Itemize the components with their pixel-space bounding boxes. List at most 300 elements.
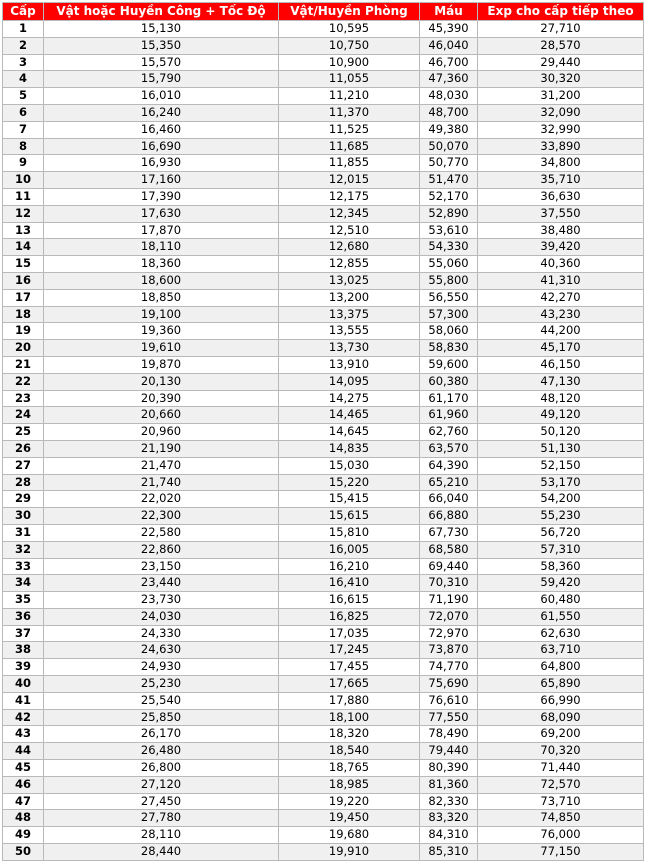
hp-cell: 47,360 [420,71,478,88]
hp-cell: 55,800 [420,272,478,289]
level-cell: 2 [3,37,44,54]
exp-next-cell: 43,230 [478,306,644,323]
defense-cell: 13,025 [279,272,420,289]
defense-cell: 16,825 [279,608,420,625]
level-cell: 33 [3,558,44,575]
exp-next-cell: 39,420 [478,239,644,256]
level-cell: 35 [3,592,44,609]
header-attack-speed: Vật hoặc Huyền Công + Tốc Độ [44,3,279,21]
exp-next-cell: 66,990 [478,692,644,709]
defense-cell: 15,220 [279,474,420,491]
level-stats-table [2,2,644,861]
table-row [3,642,644,659]
defense-cell: 18,540 [279,743,420,760]
exp-next-cell: 69,200 [478,726,644,743]
defense-cell: 13,730 [279,340,420,357]
defense-cell: 18,985 [279,776,420,793]
table-row [3,592,644,609]
attack-speed-cell: 17,870 [44,222,279,239]
level-cell: 16 [3,272,44,289]
table-row [3,222,644,239]
level-cell: 37 [3,625,44,642]
header-defense: Vật/Huyền Phòng [279,3,420,21]
table-row [3,239,644,256]
table-row [3,21,644,38]
exp-next-cell: 45,170 [478,340,644,357]
exp-next-cell: 58,360 [478,558,644,575]
table-row [3,188,644,205]
defense-cell: 14,645 [279,424,420,441]
hp-cell: 52,170 [420,188,478,205]
exp-next-cell: 55,230 [478,508,644,525]
table-row [3,776,644,793]
hp-cell: 45,390 [420,21,478,38]
level-cell: 6 [3,104,44,121]
hp-cell: 75,690 [420,676,478,693]
hp-cell: 53,610 [420,222,478,239]
table-row [3,172,644,189]
defense-cell: 18,765 [279,760,420,777]
level-cell: 5 [3,88,44,105]
table-row [3,256,644,273]
exp-next-cell: 63,710 [478,642,644,659]
attack-speed-cell: 18,600 [44,272,279,289]
table-row [3,692,644,709]
defense-cell: 16,615 [279,592,420,609]
level-cell: 43 [3,726,44,743]
table-row [3,726,644,743]
attack-speed-cell: 16,010 [44,88,279,105]
level-cell: 44 [3,743,44,760]
attack-speed-cell: 23,150 [44,558,279,575]
hp-cell: 69,440 [420,558,478,575]
defense-cell: 11,855 [279,155,420,172]
exp-next-cell: 41,310 [478,272,644,289]
hp-cell: 72,970 [420,625,478,642]
hp-cell: 64,390 [420,457,478,474]
level-cell: 25 [3,424,44,441]
hp-cell: 51,470 [420,172,478,189]
hp-cell: 58,830 [420,340,478,357]
defense-cell: 16,210 [279,558,420,575]
table-row [3,121,644,138]
attack-speed-cell: 24,330 [44,625,279,642]
hp-cell: 61,170 [420,390,478,407]
level-cell: 32 [3,541,44,558]
header-level: Cấp [3,3,44,21]
defense-cell: 14,275 [279,390,420,407]
defense-cell: 15,030 [279,457,420,474]
exp-next-cell: 48,120 [478,390,644,407]
defense-cell: 18,100 [279,709,420,726]
attack-speed-cell: 19,100 [44,306,279,323]
defense-cell: 17,880 [279,692,420,709]
hp-cell: 61,960 [420,407,478,424]
table-row [3,323,644,340]
defense-cell: 13,200 [279,289,420,306]
level-cell: 22 [3,373,44,390]
hp-cell: 70,310 [420,575,478,592]
hp-cell: 65,210 [420,474,478,491]
defense-cell: 19,220 [279,793,420,810]
hp-cell: 81,360 [420,776,478,793]
table-row [3,440,644,457]
hp-cell: 67,730 [420,524,478,541]
attack-speed-cell: 17,160 [44,172,279,189]
defense-cell: 19,910 [279,844,420,861]
attack-speed-cell: 16,240 [44,104,279,121]
table-row [3,558,644,575]
level-cell: 24 [3,407,44,424]
exp-next-cell: 68,090 [478,709,644,726]
table-row [3,390,644,407]
table-row [3,205,644,222]
header-hp: Máu [420,3,478,21]
defense-cell: 13,910 [279,356,420,373]
level-cell: 28 [3,474,44,491]
table-row [3,844,644,861]
defense-cell: 14,465 [279,407,420,424]
exp-next-cell: 74,850 [478,810,644,827]
table-row [3,524,644,541]
defense-cell: 17,665 [279,676,420,693]
attack-speed-cell: 26,480 [44,743,279,760]
defense-cell: 11,685 [279,138,420,155]
level-cell: 31 [3,524,44,541]
exp-next-cell: 44,200 [478,323,644,340]
exp-next-cell: 65,890 [478,676,644,693]
hp-cell: 71,190 [420,592,478,609]
attack-speed-cell: 21,190 [44,440,279,457]
attack-speed-cell: 21,470 [44,457,279,474]
defense-cell: 12,345 [279,205,420,222]
attack-speed-cell: 16,690 [44,138,279,155]
table-row [3,659,644,676]
level-cell: 12 [3,205,44,222]
level-cell: 48 [3,810,44,827]
attack-speed-cell: 23,730 [44,592,279,609]
attack-speed-cell: 24,030 [44,608,279,625]
exp-next-cell: 32,090 [478,104,644,121]
exp-next-cell: 56,720 [478,524,644,541]
hp-cell: 56,550 [420,289,478,306]
level-cell: 45 [3,760,44,777]
defense-cell: 15,415 [279,491,420,508]
attack-speed-cell: 26,170 [44,726,279,743]
table-row [3,356,644,373]
attack-speed-cell: 27,120 [44,776,279,793]
level-cell: 9 [3,155,44,172]
table-row [3,491,644,508]
exp-next-cell: 46,150 [478,356,644,373]
exp-next-cell: 53,170 [478,474,644,491]
exp-next-cell: 42,270 [478,289,644,306]
attack-speed-cell: 23,440 [44,575,279,592]
exp-next-cell: 36,630 [478,188,644,205]
table-row [3,155,644,172]
level-cell: 7 [3,121,44,138]
exp-next-cell: 52,150 [478,457,644,474]
exp-next-cell: 57,310 [478,541,644,558]
attack-speed-cell: 24,930 [44,659,279,676]
level-cell: 14 [3,239,44,256]
defense-cell: 12,175 [279,188,420,205]
level-cell: 17 [3,289,44,306]
hp-cell: 74,770 [420,659,478,676]
hp-cell: 49,380 [420,121,478,138]
attack-speed-cell: 28,110 [44,827,279,844]
hp-cell: 66,880 [420,508,478,525]
defense-cell: 12,680 [279,239,420,256]
level-cell: 46 [3,776,44,793]
hp-cell: 50,070 [420,138,478,155]
attack-speed-cell: 22,020 [44,491,279,508]
defense-cell: 11,055 [279,71,420,88]
table-row [3,508,644,525]
attack-speed-cell: 16,460 [44,121,279,138]
table-row [3,760,644,777]
attack-speed-cell: 19,360 [44,323,279,340]
attack-speed-cell: 24,630 [44,642,279,659]
level-cell: 26 [3,440,44,457]
hp-cell: 62,760 [420,424,478,441]
defense-cell: 17,455 [279,659,420,676]
level-cell: 23 [3,390,44,407]
level-cell: 30 [3,508,44,525]
exp-next-cell: 50,120 [478,424,644,441]
attack-speed-cell: 26,800 [44,760,279,777]
defense-cell: 16,005 [279,541,420,558]
attack-speed-cell: 19,870 [44,356,279,373]
level-cell: 15 [3,256,44,273]
table-row [3,541,644,558]
level-cell: 11 [3,188,44,205]
hp-cell: 50,770 [420,155,478,172]
level-cell: 40 [3,676,44,693]
attack-speed-cell: 17,630 [44,205,279,222]
hp-cell: 57,300 [420,306,478,323]
table-row [3,104,644,121]
defense-cell: 17,035 [279,625,420,642]
attack-speed-cell: 21,740 [44,474,279,491]
hp-cell: 59,600 [420,356,478,373]
attack-speed-cell: 18,850 [44,289,279,306]
attack-speed-cell: 22,580 [44,524,279,541]
table-row [3,709,644,726]
level-cell: 10 [3,172,44,189]
defense-cell: 17,245 [279,642,420,659]
table-row [3,793,644,810]
attack-speed-cell: 15,790 [44,71,279,88]
hp-cell: 48,030 [420,88,478,105]
defense-cell: 12,510 [279,222,420,239]
exp-next-cell: 59,420 [478,575,644,592]
defense-cell: 11,210 [279,88,420,105]
level-cell: 21 [3,356,44,373]
hp-cell: 85,310 [420,844,478,861]
hp-cell: 46,700 [420,54,478,71]
attack-speed-cell: 19,610 [44,340,279,357]
table-row [3,138,644,155]
defense-cell: 15,615 [279,508,420,525]
exp-next-cell: 60,480 [478,592,644,609]
hp-cell: 48,700 [420,104,478,121]
attack-speed-cell: 27,780 [44,810,279,827]
table-row [3,373,644,390]
table-row [3,608,644,625]
attack-speed-cell: 18,110 [44,239,279,256]
table-row [3,457,644,474]
defense-cell: 11,525 [279,121,420,138]
level-cell: 13 [3,222,44,239]
hp-cell: 80,390 [420,760,478,777]
table-header-row [3,3,644,21]
level-cell: 1 [3,21,44,38]
table-row [3,289,644,306]
hp-cell: 79,440 [420,743,478,760]
attack-speed-cell: 25,850 [44,709,279,726]
exp-next-cell: 28,570 [478,37,644,54]
defense-cell: 10,750 [279,37,420,54]
hp-cell: 55,060 [420,256,478,273]
table-row [3,474,644,491]
defense-cell: 19,450 [279,810,420,827]
exp-next-cell: 76,000 [478,827,644,844]
table-row [3,827,644,844]
hp-cell: 78,490 [420,726,478,743]
attack-speed-cell: 25,540 [44,692,279,709]
defense-cell: 12,015 [279,172,420,189]
level-cell: 18 [3,306,44,323]
level-cell: 4 [3,71,44,88]
header-exp-next: Exp cho cấp tiếp theo [478,3,644,21]
exp-next-cell: 73,710 [478,793,644,810]
defense-cell: 10,595 [279,21,420,38]
attack-speed-cell: 16,930 [44,155,279,172]
hp-cell: 60,380 [420,373,478,390]
level-cell: 36 [3,608,44,625]
exp-next-cell: 40,360 [478,256,644,273]
level-cell: 19 [3,323,44,340]
hp-cell: 82,330 [420,793,478,810]
level-cell: 47 [3,793,44,810]
exp-next-cell: 35,710 [478,172,644,189]
hp-cell: 58,060 [420,323,478,340]
exp-next-cell: 37,550 [478,205,644,222]
table-row [3,37,644,54]
defense-cell: 18,320 [279,726,420,743]
table-row [3,575,644,592]
attack-speed-cell: 20,660 [44,407,279,424]
exp-next-cell: 30,320 [478,71,644,88]
defense-cell: 15,810 [279,524,420,541]
attack-speed-cell: 15,130 [44,21,279,38]
attack-speed-cell: 17,390 [44,188,279,205]
exp-next-cell: 70,320 [478,743,644,760]
exp-next-cell: 49,120 [478,407,644,424]
attack-speed-cell: 25,230 [44,676,279,693]
hp-cell: 54,330 [420,239,478,256]
attack-speed-cell: 20,390 [44,390,279,407]
exp-next-cell: 54,200 [478,491,644,508]
level-cell: 34 [3,575,44,592]
table-row [3,306,644,323]
exp-next-cell: 29,440 [478,54,644,71]
level-cell: 41 [3,692,44,709]
exp-next-cell: 77,150 [478,844,644,861]
level-cell: 39 [3,659,44,676]
attack-speed-cell: 28,440 [44,844,279,861]
table-row [3,676,644,693]
hp-cell: 46,040 [420,37,478,54]
exp-next-cell: 71,440 [478,760,644,777]
exp-next-cell: 72,570 [478,776,644,793]
table-row [3,625,644,642]
level-cell: 38 [3,642,44,659]
table-row [3,272,644,289]
exp-next-cell: 64,800 [478,659,644,676]
attack-speed-cell: 27,450 [44,793,279,810]
exp-next-cell: 34,800 [478,155,644,172]
level-cell: 27 [3,457,44,474]
hp-cell: 52,890 [420,205,478,222]
level-cell: 50 [3,844,44,861]
exp-next-cell: 31,200 [478,88,644,105]
level-cell: 8 [3,138,44,155]
attack-speed-cell: 22,860 [44,541,279,558]
level-cell: 42 [3,709,44,726]
level-cell: 49 [3,827,44,844]
exp-next-cell: 27,710 [478,21,644,38]
defense-cell: 11,370 [279,104,420,121]
level-cell: 3 [3,54,44,71]
exp-next-cell: 38,480 [478,222,644,239]
hp-cell: 68,580 [420,541,478,558]
level-cell: 20 [3,340,44,357]
defense-cell: 13,375 [279,306,420,323]
attack-speed-cell: 15,570 [44,54,279,71]
defense-cell: 13,555 [279,323,420,340]
exp-next-cell: 62,630 [478,625,644,642]
exp-next-cell: 47,130 [478,373,644,390]
table-row [3,340,644,357]
hp-cell: 83,320 [420,810,478,827]
defense-cell: 10,900 [279,54,420,71]
table-row [3,743,644,760]
level-cell: 29 [3,491,44,508]
hp-cell: 84,310 [420,827,478,844]
attack-speed-cell: 15,350 [44,37,279,54]
exp-next-cell: 51,130 [478,440,644,457]
table-row [3,71,644,88]
attack-speed-cell: 18,360 [44,256,279,273]
exp-next-cell: 32,990 [478,121,644,138]
table-row [3,810,644,827]
defense-cell: 12,855 [279,256,420,273]
defense-cell: 19,680 [279,827,420,844]
hp-cell: 63,570 [420,440,478,457]
attack-speed-cell: 20,960 [44,424,279,441]
table-row [3,88,644,105]
hp-cell: 73,870 [420,642,478,659]
defense-cell: 16,410 [279,575,420,592]
hp-cell: 72,070 [420,608,478,625]
attack-speed-cell: 22,300 [44,508,279,525]
hp-cell: 76,610 [420,692,478,709]
table-row [3,424,644,441]
hp-cell: 77,550 [420,709,478,726]
exp-next-cell: 33,890 [478,138,644,155]
